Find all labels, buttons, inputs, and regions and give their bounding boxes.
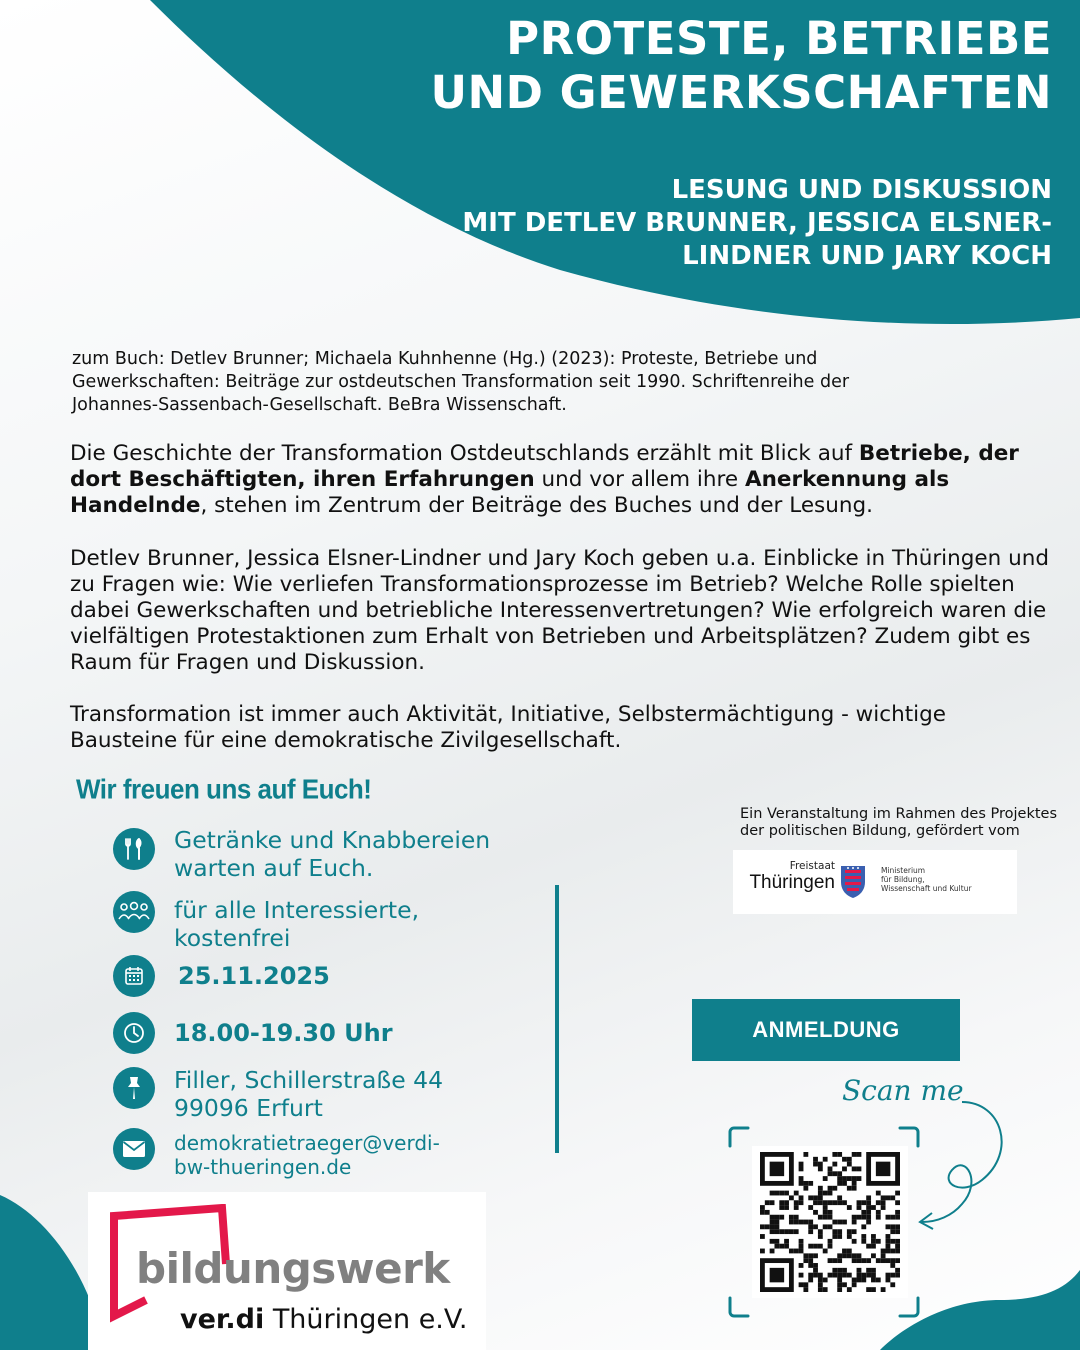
food-info: [174, 826, 490, 882]
vertical-divider: [555, 885, 559, 1153]
bildungswerk-wordmark: bildungswerk: [136, 1244, 450, 1293]
ministry-name: [881, 866, 972, 893]
citation-line-1: zum Buch: Detlev Brunner; Michaela Kuhnhenne (Hg.) (2023): Proteste, Betriebe und: [72, 349, 818, 369]
intro-bold-2: Anerkennung als Handelnde: [70, 467, 950, 518]
clock-icon: [113, 1012, 155, 1054]
mail-icon: [113, 1128, 155, 1170]
food-line-1: Getränke und Knabbereien: [174, 826, 491, 854]
venue-line-2: 99096 Erfurt: [174, 1094, 323, 1122]
citation-line-2: Gewerkschaften: Beiträge zur ostdeutschen Transformation seit 1990. Schriftenreihe der: [72, 372, 850, 392]
book-citation: [72, 348, 972, 417]
food-line-2: warten auf Euch.: [174, 854, 374, 882]
event-subtitle: [332, 174, 1052, 273]
curved-arrow-icon: [912, 1092, 1012, 1232]
intro-text-1: Die Geschichte der Transformation Ostdeutschlands erzählt mit Blick auf: [70, 441, 859, 466]
paragraph-intro: [70, 441, 1055, 519]
sponsor-note: [740, 806, 1070, 840]
intro-bold-1: Betriebe, der dort Beschäftigten, ihren Erfahrungen: [70, 441, 1019, 492]
email-line-1: demokratietraeger@verdi-: [174, 1131, 440, 1155]
welcome-heading: Wir freuen uns auf Euch!: [76, 773, 372, 805]
subtitle-line-1: LESUNG UND DISKUSSION: [671, 175, 1052, 205]
event-date: 25.11.2025: [178, 962, 330, 990]
state-wordmark: [741, 860, 835, 894]
sponsor-line-1: Ein Veranstaltung im Rahmen des Projektes: [740, 806, 1058, 822]
event-title: [332, 12, 1052, 120]
audience-line-1: für alle Interessierte,: [174, 896, 420, 924]
venue-info: [174, 1066, 443, 1122]
ministry-line-1: Ministerium: [881, 866, 926, 875]
state-small-label: Freistaat: [789, 860, 835, 872]
scan-me-label: Scan me: [842, 1074, 964, 1107]
audience-line-2: kostenfrei: [174, 924, 291, 952]
paragraph-speakers: Detlev Brunner, Jessica Elsner-Lindner und Jary Koch geben u.a. Einblicke in Thüringen und zu Fragen wie: Wie verliefen Transformationsprozesse im Betrieb? Welche Rolle spielten dabei Gewerkschaften und betriebliche Interessenvertretungen? Wie erfolgreich waren die vielfältigen Protestaktionen zum Erhalt von Betrieben und Arbeitsplätzen? Zudem gibt es Raum für Fragen und Diskussion.: [70, 546, 1050, 675]
sponsor-line-2: der politischen Bildung, gefördert vom: [740, 823, 1020, 839]
verdi-brand: ver.di: [180, 1304, 265, 1335]
anmeldung-button[interactable]: ANMELDUNG: [692, 999, 960, 1061]
intro-text-2: und vor allem ihre: [534, 467, 745, 492]
ministry-line-2: für Bildung,: [881, 875, 925, 884]
verdi-thueringen-line: [180, 1304, 467, 1335]
ministry-line-3: Wissenschaft und Kultur: [881, 884, 972, 893]
event-time: 18.00-19.30 Uhr: [174, 1019, 393, 1047]
subtitle-line-3: LINDNER UND JARY KOCH: [682, 241, 1052, 271]
state-name: Thüringen: [749, 872, 835, 893]
contact-email[interactable]: [174, 1131, 440, 1179]
paragraph-closing: Transformation ist immer auch Aktivität, Initiative, Selbstermächtigung - wichtige Bausteine für eine demokratische Zivilgesellschaft.: [70, 702, 946, 753]
bildungswerk-logo: [88, 1192, 486, 1350]
title-line-2: UND GEWERKSCHAFTEN: [430, 66, 1052, 119]
venue-line-1: Filler, Schillerstraße 44: [174, 1066, 444, 1094]
coat-of-arms-icon: [839, 864, 867, 900]
pin-icon: [113, 1067, 155, 1109]
organizer-region: Thüringen e.V.: [272, 1304, 468, 1335]
thueringen-ministry-logo: [733, 850, 1017, 914]
title-line-1: PROTESTE, BETRIEBE: [506, 12, 1052, 65]
qr-code[interactable]: [760, 1152, 900, 1292]
people-icon: [113, 891, 155, 933]
subtitle-line-2: MIT DETLEV BRUNNER, JESSICA ELSNER-: [462, 208, 1052, 238]
citation-line-3: Johannes-Sassenbach-Gesellschaft. BeBra Wissenschaft.: [72, 395, 567, 415]
calendar-icon: [113, 955, 155, 997]
cutlery-icon: [113, 828, 155, 870]
audience-info: [174, 896, 419, 952]
email-line-2: bw-thueringen.de: [174, 1155, 352, 1179]
intro-text-3: , stehen im Zentrum der Beiträge des Buches und der Lesung.: [200, 493, 873, 518]
